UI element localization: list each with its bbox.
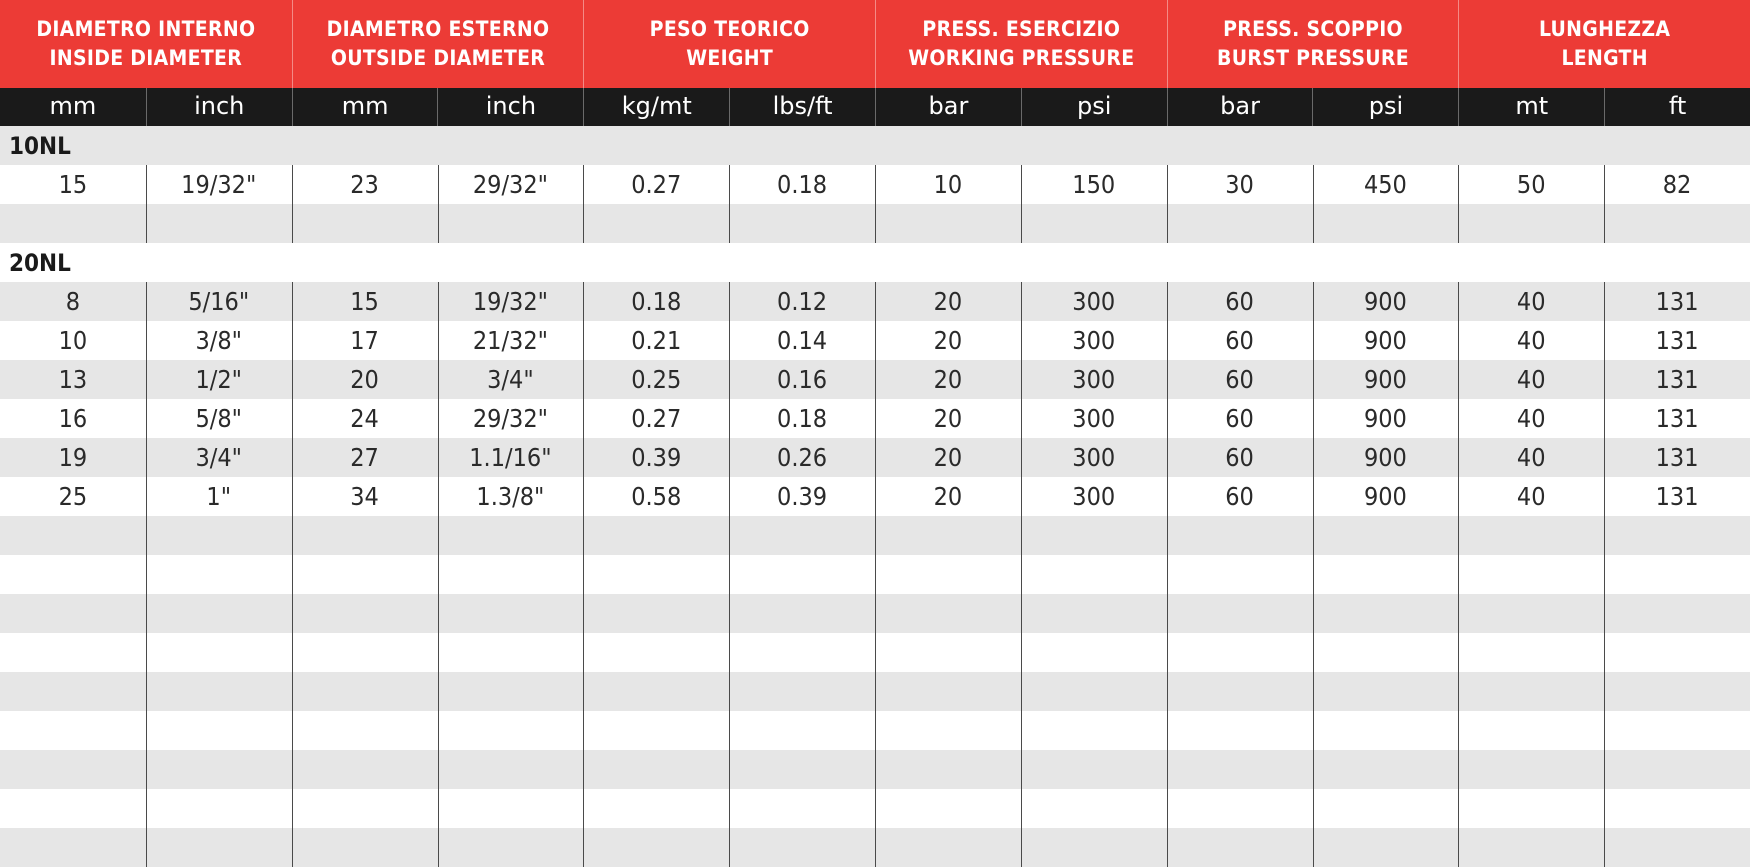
table-cell <box>437 711 583 750</box>
table-cell <box>146 516 292 555</box>
table-cell <box>875 672 1021 711</box>
header-inside-diameter <box>0 0 292 88</box>
column-divider <box>1167 282 1168 867</box>
table-cell: 8 <box>65 287 81 316</box>
table-cell <box>1167 555 1313 594</box>
section-title: 20NL <box>0 243 1750 282</box>
table-cell: 16 <box>58 404 88 433</box>
table-cell <box>292 516 438 555</box>
table-cell <box>146 204 292 243</box>
table-cell: 20 <box>933 365 963 394</box>
table-cell: 0.16 <box>777 365 828 394</box>
table-cell <box>1021 204 1167 243</box>
table-cell: 0.14 <box>777 326 828 355</box>
table-cell <box>437 555 583 594</box>
table-cell: 60 <box>1225 287 1254 316</box>
table-cell <box>292 672 438 711</box>
table-cell <box>1458 633 1604 672</box>
table-cell <box>1167 828 1313 867</box>
table-cell: 0.25 <box>631 365 682 394</box>
table-cell: 50 <box>1516 170 1546 199</box>
table-cell <box>1312 555 1458 594</box>
header-burst-pressure <box>1167 0 1459 88</box>
table-cell: 300 <box>1072 404 1116 433</box>
unit-cell: psi <box>1312 88 1458 126</box>
table-cell <box>1021 672 1167 711</box>
table-cell: 34 <box>350 482 379 511</box>
table-cell: 0.58 <box>631 482 682 511</box>
table-cell <box>437 789 583 828</box>
table-cell: 0.12 <box>777 287 828 316</box>
table-cell: 131 <box>1655 482 1699 511</box>
table-cell <box>1167 633 1313 672</box>
table-cell <box>1604 516 1750 555</box>
table-cell <box>875 633 1021 672</box>
table-cell: 29/32" <box>472 170 548 199</box>
table-cell: 131 <box>1655 287 1699 316</box>
table-cell <box>583 750 729 789</box>
table-cell <box>729 672 875 711</box>
table-cell <box>875 750 1021 789</box>
table-cell <box>1021 594 1167 633</box>
table-cell <box>1021 555 1167 594</box>
table-cell: 60 <box>1225 404 1254 433</box>
header-label-it: DIAMETRO INTERNO <box>36 17 256 41</box>
table-cell: 300 <box>1072 482 1116 511</box>
table-cell: 25 <box>58 482 88 511</box>
table-cell <box>1458 711 1604 750</box>
column-divider <box>146 282 147 867</box>
table-cell: 5/8" <box>195 404 243 433</box>
table-cell: 150 <box>1072 170 1116 199</box>
table-cell: 19/32" <box>181 170 257 199</box>
table-cell: 40 <box>1516 287 1546 316</box>
table-cell: 900 <box>1363 365 1407 394</box>
table-cell <box>1604 594 1750 633</box>
table-cell <box>1021 750 1167 789</box>
table-cell <box>583 633 729 672</box>
header-label-en: INSIDE DIAMETER <box>49 46 243 70</box>
table-cell <box>1604 750 1750 789</box>
header-label-it: PRESS. ESERCIZIO <box>922 17 1121 41</box>
table-cell <box>292 555 438 594</box>
table-cell: 40 <box>1516 365 1546 394</box>
column-divider <box>292 282 293 867</box>
table-cell <box>1167 711 1313 750</box>
table-cell <box>437 672 583 711</box>
table-cell: 20 <box>933 404 963 433</box>
table-cell <box>1312 789 1458 828</box>
table-cell: 21/32" <box>472 326 548 355</box>
table-cell: 20 <box>933 287 963 316</box>
header-working-pressure <box>875 0 1167 88</box>
unit-cell: psi <box>1021 88 1167 126</box>
table-cell <box>1458 594 1604 633</box>
table-cell <box>1021 789 1167 828</box>
table-cell <box>292 594 438 633</box>
table-cell: 40 <box>1516 326 1546 355</box>
table-cell <box>875 204 1021 243</box>
table-cell <box>437 204 583 243</box>
table-cell <box>1312 672 1458 711</box>
table-cell <box>729 789 875 828</box>
table-cell: 900 <box>1363 287 1407 316</box>
table-cell <box>0 828 146 867</box>
table-cell <box>729 594 875 633</box>
table-cell: 300 <box>1072 287 1116 316</box>
table-cell <box>437 594 583 633</box>
table-cell: 0.27 <box>631 404 682 433</box>
table-cell <box>146 672 292 711</box>
table-cell: 19 <box>58 443 88 472</box>
unit-cell: lbs/ft <box>729 88 875 126</box>
table-cell <box>292 789 438 828</box>
table-cell <box>583 516 729 555</box>
table-cell <box>0 594 146 633</box>
table-cell: 23 <box>350 170 379 199</box>
column-divider <box>1458 165 1459 243</box>
table-cell <box>146 789 292 828</box>
table-cell <box>1604 633 1750 672</box>
table-cell: 5/16" <box>188 287 250 316</box>
table-cell <box>1604 828 1750 867</box>
table-cell <box>583 594 729 633</box>
table-cell: 60 <box>1225 365 1254 394</box>
table-cell <box>1458 828 1604 867</box>
table-cell: 1.1/16" <box>469 443 552 472</box>
header-length <box>1458 0 1750 88</box>
table-cell <box>0 672 146 711</box>
unit-cell: kg/mt <box>583 88 729 126</box>
unit-cell: inch <box>146 88 292 126</box>
table-cell: 20 <box>933 443 963 472</box>
column-divider <box>729 165 730 243</box>
table-cell <box>0 555 146 594</box>
table-cell: 24 <box>350 404 379 433</box>
table-cell <box>1458 204 1604 243</box>
header-label-it: LUNGHEZZA <box>1538 17 1671 41</box>
unit-cell: bar <box>875 88 1021 126</box>
table-cell <box>1167 594 1313 633</box>
table-cell: 900 <box>1363 482 1407 511</box>
header-label-it: PRESS. SCOPPIO <box>1223 17 1403 41</box>
header-label-it: DIAMETRO ESTERNO <box>326 17 550 41</box>
table-cell <box>1458 555 1604 594</box>
table-cell: 13 <box>58 365 88 394</box>
header-label-en: OUTSIDE DIAMETER <box>330 46 546 70</box>
table-cell: 29/32" <box>472 404 548 433</box>
table-cell: 1" <box>206 482 232 511</box>
column-divider <box>1604 165 1605 243</box>
table-cell: 60 <box>1225 482 1254 511</box>
table-cell <box>875 594 1021 633</box>
table-cell <box>729 516 875 555</box>
table-cell <box>1604 789 1750 828</box>
table-cell <box>729 711 875 750</box>
column-divider <box>583 282 584 867</box>
table-cell <box>1458 516 1604 555</box>
table-cell <box>1312 750 1458 789</box>
unit-cell: mm <box>292 88 438 126</box>
unit-cell: mt <box>1458 88 1604 126</box>
table-cell: 131 <box>1655 365 1699 394</box>
header-label-en: WORKING PRESSURE <box>908 46 1135 70</box>
table-cell: 131 <box>1655 404 1699 433</box>
table-cell: 17 <box>350 326 379 355</box>
table-cell: 40 <box>1516 443 1546 472</box>
table-cell <box>437 516 583 555</box>
table-cell: 0.18 <box>777 170 828 199</box>
table-cell <box>0 789 146 828</box>
table-cell <box>729 204 875 243</box>
table-cell <box>292 750 438 789</box>
table-cell <box>1167 204 1313 243</box>
table-cell: 3/8" <box>195 326 243 355</box>
table-cell: 900 <box>1363 326 1407 355</box>
table-cell: 20 <box>933 326 963 355</box>
table-cell <box>1604 711 1750 750</box>
column-divider <box>1021 282 1022 867</box>
header-group-row <box>0 0 1750 88</box>
table-cell: 1/2" <box>195 365 243 394</box>
column-divider <box>1313 165 1314 243</box>
table-cell: 19/32" <box>472 287 548 316</box>
table-cell: 0.39 <box>777 482 828 511</box>
table-cell: 27 <box>350 443 379 472</box>
table-cell: 1.3/8" <box>476 482 545 511</box>
table-cell: 10 <box>58 326 88 355</box>
table-cell <box>146 555 292 594</box>
header-label-en: BURST PRESSURE <box>1217 46 1409 70</box>
column-divider <box>583 165 584 243</box>
column-divider <box>1167 165 1168 243</box>
table-cell: 450 <box>1363 170 1407 199</box>
table-cell: 30 <box>1225 170 1254 199</box>
table-cell: 60 <box>1225 326 1254 355</box>
column-divider <box>1604 282 1605 867</box>
column-divider <box>729 282 730 867</box>
table-cell <box>1021 633 1167 672</box>
table-cell: 131 <box>1655 326 1699 355</box>
table-cell: 300 <box>1072 443 1116 472</box>
table-cell <box>729 750 875 789</box>
table-cell <box>292 204 438 243</box>
table-cell <box>146 633 292 672</box>
table-cell <box>437 633 583 672</box>
table-cell <box>146 750 292 789</box>
table-cell <box>875 516 1021 555</box>
table-cell <box>583 828 729 867</box>
table-cell <box>1312 828 1458 867</box>
table-cell <box>437 750 583 789</box>
table-cell: 300 <box>1072 365 1116 394</box>
table-cell <box>1604 672 1750 711</box>
table-cell: 131 <box>1655 443 1699 472</box>
table-cell: 10 <box>933 170 963 199</box>
table-cell: 15 <box>350 287 379 316</box>
table-cell: 0.39 <box>631 443 682 472</box>
table-cell: 20 <box>350 365 379 394</box>
table-cell <box>875 555 1021 594</box>
table-cell: 15 <box>58 170 88 199</box>
header-weight <box>583 0 875 88</box>
column-divider <box>875 282 876 867</box>
table-cell <box>1312 204 1458 243</box>
table-cell <box>1021 828 1167 867</box>
table-cell <box>1458 750 1604 789</box>
table-cell <box>146 711 292 750</box>
table-cell <box>1021 711 1167 750</box>
table-cell <box>875 711 1021 750</box>
unit-cell: mm <box>49 92 97 120</box>
table-cell <box>0 516 146 555</box>
table-cell <box>1312 711 1458 750</box>
table-cell: 40 <box>1516 404 1546 433</box>
table-cell <box>1021 516 1167 555</box>
column-divider <box>1458 282 1459 867</box>
table-cell <box>583 672 729 711</box>
table-cell <box>583 711 729 750</box>
header-label-en: LENGTH <box>1561 46 1648 70</box>
table-cell <box>1167 516 1313 555</box>
header-outside-diameter <box>292 0 584 88</box>
table-cell <box>292 828 438 867</box>
table-cell <box>583 204 729 243</box>
table-cell <box>1312 633 1458 672</box>
table-cell <box>583 789 729 828</box>
table-cell: 60 <box>1225 443 1254 472</box>
table-cell: 300 <box>1072 326 1116 355</box>
header-label-it: PESO TEORICO <box>649 17 810 41</box>
table-cell <box>1458 672 1604 711</box>
table-cell <box>292 633 438 672</box>
table-cell <box>1312 594 1458 633</box>
table-cell <box>583 555 729 594</box>
table-cell <box>0 633 146 672</box>
table-cell: 0.18 <box>631 287 682 316</box>
unit-cell: ft <box>1604 88 1750 126</box>
table-cell: 0.21 <box>631 326 682 355</box>
header-unit-row <box>0 88 1750 126</box>
header-label-en: WEIGHT <box>686 46 774 70</box>
column-divider <box>438 165 439 243</box>
table-cell <box>1167 672 1313 711</box>
table-cell <box>729 633 875 672</box>
column-divider <box>1021 165 1022 243</box>
table-cell: 0.26 <box>777 443 828 472</box>
table-cell <box>1604 555 1750 594</box>
table-cell <box>0 204 146 243</box>
table-cell <box>1167 750 1313 789</box>
table-cell: 0.18 <box>777 404 828 433</box>
column-divider <box>1313 282 1314 867</box>
table-cell: 3/4" <box>487 365 534 394</box>
table-cell <box>729 555 875 594</box>
table-cell <box>292 711 438 750</box>
table-cell: 900 <box>1363 404 1407 433</box>
table-cell <box>1458 789 1604 828</box>
column-divider <box>292 165 293 243</box>
table-cell: 82 <box>1662 170 1692 199</box>
table-cell <box>729 828 875 867</box>
table-cell <box>0 711 146 750</box>
table-cell <box>1312 516 1458 555</box>
table-cell <box>875 789 1021 828</box>
table-cell <box>1167 789 1313 828</box>
column-divider <box>146 165 147 243</box>
table-cell: 40 <box>1516 482 1546 511</box>
column-divider <box>438 282 439 867</box>
section-title: 10NL <box>0 126 1750 165</box>
table-cell: 20 <box>933 482 963 511</box>
table-cell: 900 <box>1363 443 1407 472</box>
table-cell: 3/4" <box>195 443 243 472</box>
table-cell <box>146 828 292 867</box>
unit-cell: bar <box>1167 88 1313 126</box>
unit-cell: inch <box>437 88 583 126</box>
table-cell <box>146 594 292 633</box>
table-cell <box>0 750 146 789</box>
column-divider <box>875 165 876 243</box>
table-body <box>0 126 1750 867</box>
table-cell <box>1604 204 1750 243</box>
table-cell: 0.27 <box>631 170 682 199</box>
table-cell <box>437 828 583 867</box>
table-cell <box>875 828 1021 867</box>
